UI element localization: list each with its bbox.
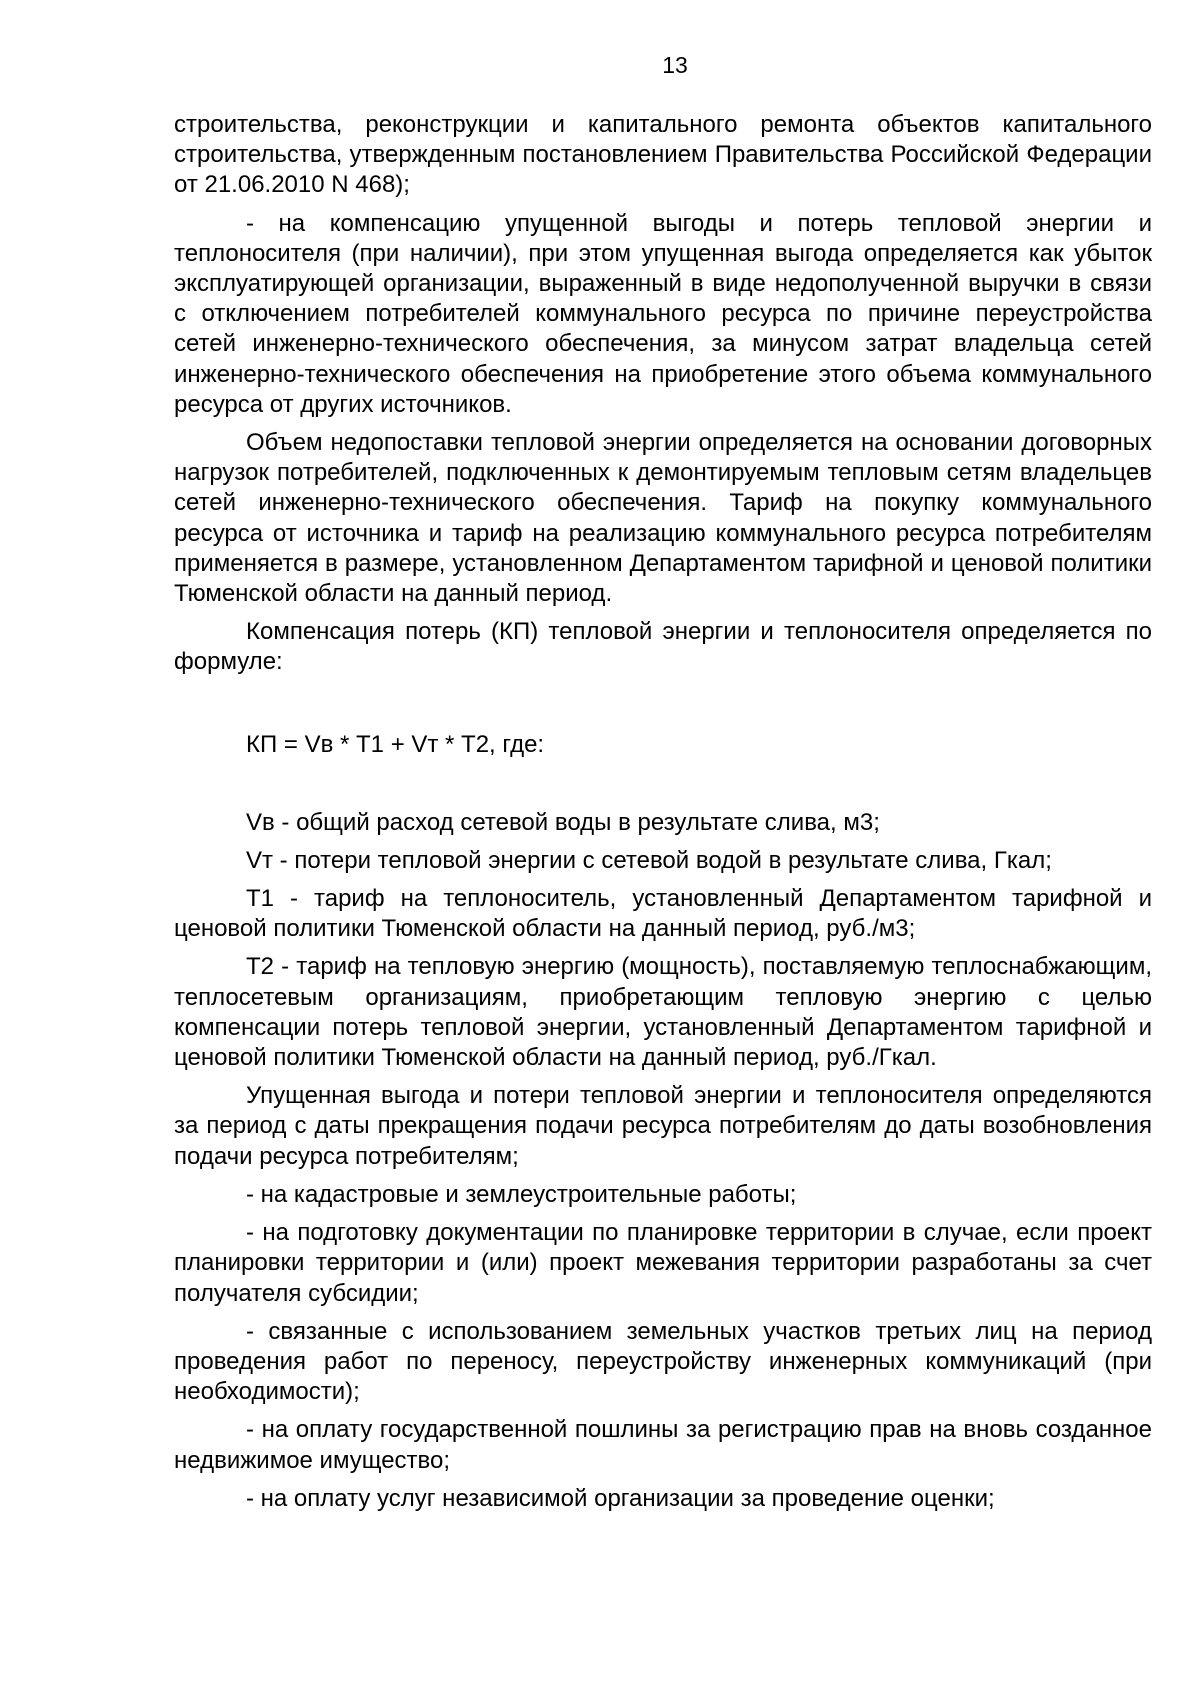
list-item-state-duty: - на оплату государственной пошлины за регистрацию прав на вновь созданное недвижимое имущество; <box>174 1416 1152 1474</box>
list-item-planning-docs: - на подготовку документации по планировке территории в случае, если проект планировки территории и (или) проект межевания территории разработаны за счет получателя субсидии; <box>174 1219 1152 1307</box>
paragraph-continuation: строительства, реконструкции и капитального ремонта объектов капитального строительства, утвержденным постановлением Правительства Российской Федерации от 21.06.2010 N 468); <box>174 111 1152 199</box>
list-item-cadastral: - на кадастровые и землеустроительные работы; <box>246 1180 797 1208</box>
definition-t1: Т1 - тариф на теплоноситель, установленный Департаментом тарифной и ценовой политики Тюменской области на данный период, руб./м3; <box>174 885 1152 943</box>
formula: КП = Vв * Т1 + Vт * Т2, где: <box>246 730 545 758</box>
list-item-third-party-land: - связанные с использованием земельных участков третьих лиц на период проведения работ по переносу, переустройству инженерных коммуникаций (при необходимости); <box>174 1317 1152 1406</box>
paragraph-lost-profit: - на компенсацию упущенной выгоды и потерь тепловой энергии и теплоносителя (при наличии), при этом упущенная выгода определяется как убыток эксплуатирующей организации, выраженный в виде недополученной выручки в связи с отключением потребителей коммунального ресурса по причине переустройства сетей инженерно-технического обеспечения, за минусом затрат владельца сетей инженерно-технического обеспечения на приобретение этого объема коммунального ресурса от других источников. <box>174 209 1152 418</box>
document-page <box>174 52 1152 1522</box>
paragraph-compensation-intro: Компенсация потерь (КП) тепловой энергии и теплоносителя определяется по формуле: <box>174 618 1152 676</box>
page-number: 13 <box>662 52 688 78</box>
definition-vv: Vв - общий расход сетевой воды в результате слива, м3; <box>246 808 880 836</box>
paragraph-undersupply-volume: Объем недопоставки тепловой энергии определяется на основании договорных нагрузок потребителей, подключенных к демонтируемым тепловым сетям владельцев сетей инженерно-технического обеспечения. Тариф на покупку коммунального ресурса от источника и тариф на реализацию коммунального ресурса потребителям применяется в размере, установленном Департаментом тарифной и ценовой политики Тюменской области на данный период. <box>174 429 1152 608</box>
paragraph-period: Упущенная выгода и потери тепловой энергии и теплоносителя определяются за период с даты прекращения подачи ресурса потребителям до даты возобновления подачи ресурса потребителям; <box>174 1082 1152 1170</box>
list-item-appraisal: - на оплату услуг независимой организации за проведение оценки; <box>246 1484 995 1512</box>
definition-vt: Vт - потери тепловой энергии с сетевой водой в результате слива, Гкал; <box>246 846 1052 874</box>
definition-t2: Т2 - тариф на тепловую энергию (мощность), поставляемую теплоснабжающим, теплосетевым организациям, приобретающим тепловую энергию с целью компенсации потерь тепловой энергии, установленный Департаментом тарифной и ценовой политики Тюменской области на данный период, руб./Гкал. <box>174 953 1152 1072</box>
